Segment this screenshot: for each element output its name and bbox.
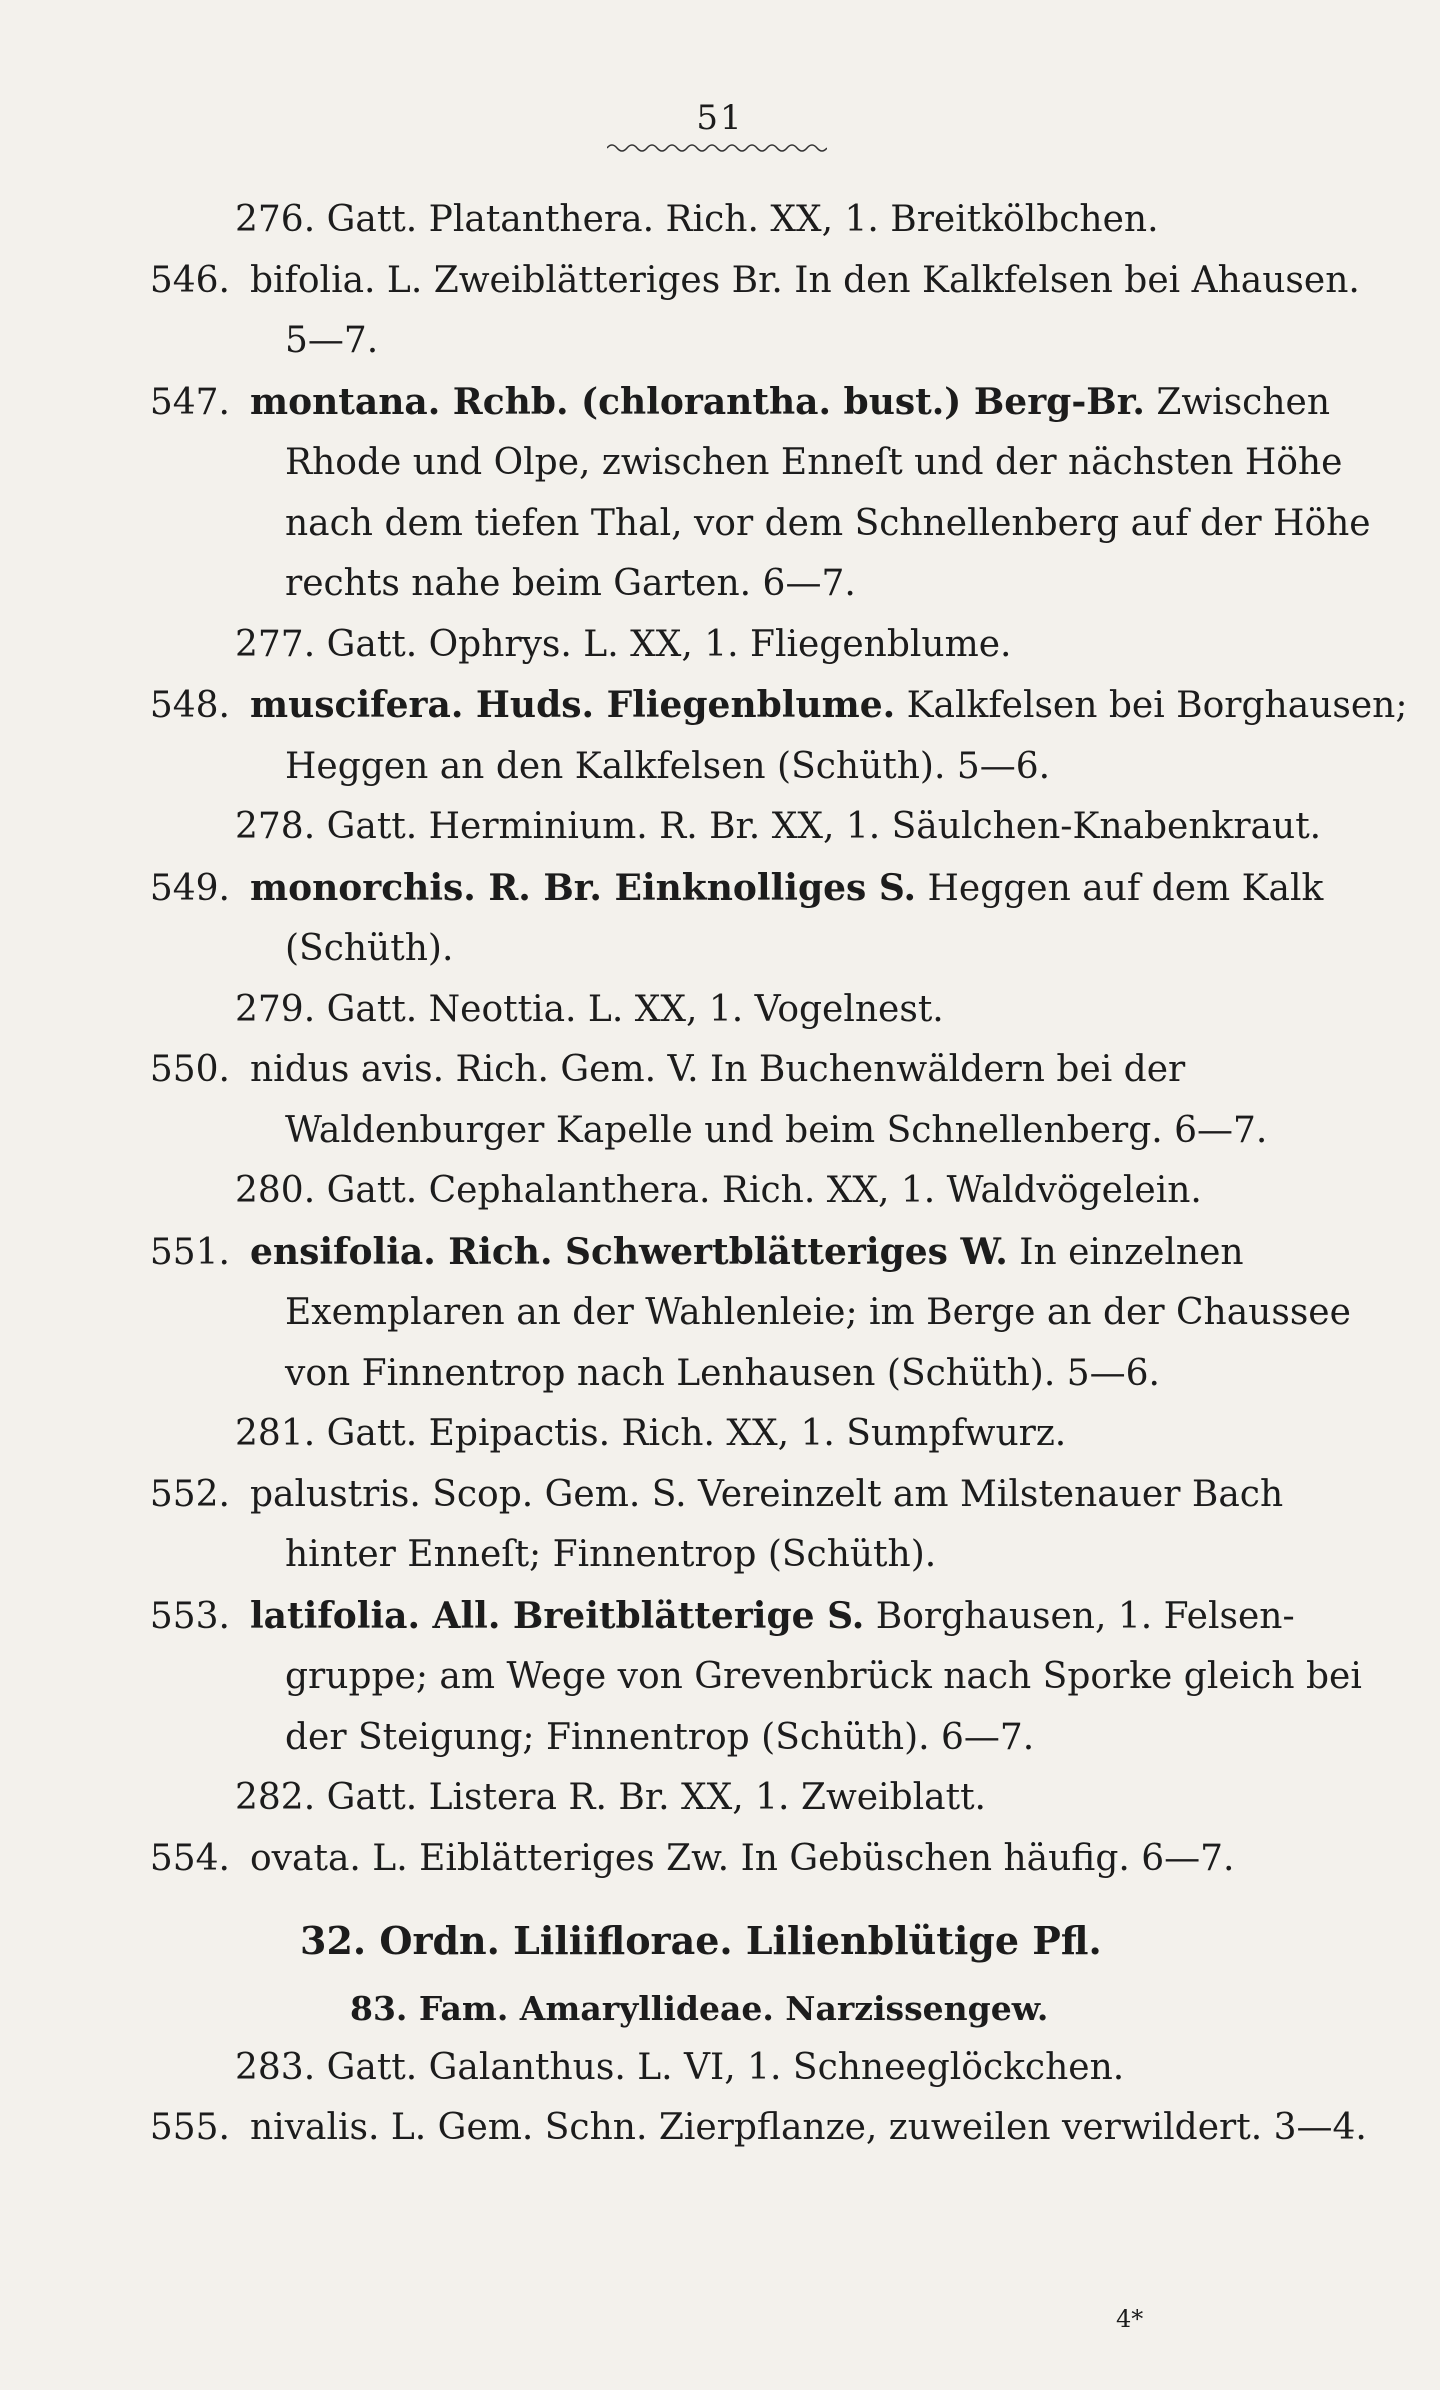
line-text: von Finnentrop nach Lenhausen (Schüth). 5—6.	[285, 1352, 1160, 1394]
species-number: 549.	[149, 867, 230, 909]
genus-line	[120, 1404, 1315, 1465]
species-line	[120, 1222, 1315, 1284]
line-text: 282. Gatt. Listera R. Br. XX, 1. Zweiblatt.	[235, 1777, 986, 1818]
species-name: monorchis. R. Br. Einknolliges S.	[250, 866, 917, 909]
line-text: 32. Ordn. Liliiflorae. Lilienblütige Pfl.	[300, 1918, 1102, 1963]
species-line	[120, 1829, 1315, 1890]
line-text: 276. Gatt. Platanthera. Rich. XX, 1. Breitkölbchen.	[235, 199, 1159, 240]
species-line	[120, 1586, 1315, 1648]
species-number: 548.	[149, 685, 230, 726]
cont-line	[120, 1708, 1315, 1769]
line-text: bifolia. L. Zweiblätteriges Br. In den Kalkfelsen bei Ahausen.	[250, 259, 1360, 301]
species-name: latifolia. All. Breitblätterige S.	[250, 1594, 865, 1637]
line-text: rechts nahe beim Garten. 6—7.	[285, 563, 856, 604]
fam-line	[120, 1980, 1315, 2038]
cont-line	[120, 1525, 1315, 1586]
line-text: 280. Gatt. Cephalanthera. Rich. XX, 1. Waldvögelein.	[235, 1170, 1202, 1211]
line-text: nidus avis. Rich. Gem. V. In Buchenwäldern bei der	[250, 1049, 1186, 1090]
line-text: nivalis. L. Gem. Schn. Zierpflanze, zuweilen verwildert. 3—4.	[250, 2107, 1367, 2148]
genus-line	[120, 1161, 1315, 1222]
line-text: 5—7.	[285, 320, 379, 361]
species-number: 547.	[149, 381, 230, 423]
line-text: hinter Enneſt; Finnentrop (Schüth).	[285, 1534, 937, 1575]
line-text: palustris. Scop. Gem. S. Vereinzelt am Milstenauer Bach	[250, 1473, 1284, 1515]
line-text: ovata. L. Eiblätteriges Zw. In Gebüschen häufig. 6—7.	[250, 1837, 1235, 1879]
line-text: Heggen an den Kalkfelsen (Schüth). 5—6.	[285, 745, 1051, 787]
cont-line	[120, 554, 1315, 615]
genus-line	[120, 797, 1322, 858]
species-line	[120, 858, 1324, 920]
species-line	[120, 372, 1331, 434]
line-text: Waldenburger Kapelle und beim Schnellenberg. 6—7.	[285, 1109, 1268, 1151]
species-line	[120, 251, 1360, 312]
line-text: In einzelnen	[1007, 1231, 1244, 1273]
line-text: 83. Fam. Amaryllideae. Narzissengew.	[350, 1988, 1049, 2028]
species-line	[120, 1465, 1315, 1526]
cont-line	[120, 737, 1315, 798]
line-text: Kalkfelsen bei Borghausen;	[895, 685, 1408, 726]
line-text: Heggen auf dem Kalk	[916, 867, 1324, 909]
species-number: 553.	[149, 1595, 230, 1637]
cont-line	[120, 1344, 1315, 1405]
species-line	[120, 675, 1408, 737]
line-text: Borghausen, 1. Felsen-	[864, 1595, 1295, 1637]
species-number: 552.	[149, 1473, 230, 1515]
genus-line	[120, 980, 1315, 1041]
signature-mark: 4*	[1116, 2305, 1144, 2333]
species-name: muscifera. Huds. Fliegenblume.	[250, 684, 896, 726]
line-text: 278. Gatt. Herminium. R. Br. XX, 1. Säulchen-Knabenkraut.	[235, 806, 1322, 847]
line-text: Rhode und Olpe, zwischen Enneſt und der nächsten Höhe	[285, 442, 1343, 483]
cont-line	[120, 494, 1371, 555]
species-name: ensifolia. Rich. Schwertblätteriges W.	[250, 1230, 1008, 1273]
line-text: (Schüth).	[285, 928, 454, 969]
line-text: gruppe; am Wege von Grevenbrück nach Sporke gleich bei	[285, 1656, 1362, 1697]
species-line	[120, 2098, 1367, 2159]
species-number: 551.	[149, 1231, 230, 1273]
cont-line	[120, 311, 1315, 372]
genus-line	[120, 615, 1315, 676]
line-text: Zwischen	[1144, 381, 1331, 423]
text-body	[120, 190, 1408, 2159]
species-line	[120, 1040, 1315, 1101]
line-text: nach dem tiefen Thal, vor dem Schnellenberg auf der Höhe	[285, 502, 1371, 544]
cont-line	[120, 1647, 1362, 1708]
cont-line	[120, 919, 1315, 980]
genus-line	[120, 1768, 1315, 1829]
species-number: 546.	[149, 259, 230, 301]
cont-line	[120, 1283, 1351, 1344]
page-number: 51	[696, 98, 744, 138]
genus-line	[120, 190, 1315, 251]
species-name: montana. Rchb. (chlorantha. bust.) Berg-Br.	[250, 380, 1145, 423]
species-number: 554.	[149, 1837, 230, 1879]
genus-line	[120, 2038, 1315, 2099]
cont-line	[120, 433, 1343, 494]
line-text: Exemplaren an der Wahlenleie; im Berge an der Chaussee	[285, 1292, 1351, 1333]
line-text: 281. Gatt. Epipactis. Rich. XX, 1. Sumpfwurz.	[235, 1413, 1067, 1454]
line-text: 277. Gatt. Ophrys. L. XX, 1. Fliegenblume.	[235, 623, 1012, 665]
ornamental-rule	[607, 140, 827, 156]
species-number: 555.	[149, 2107, 230, 2148]
line-text: 279. Gatt. Neottia. L. XX, 1. Vogelnest.	[235, 988, 944, 1030]
line-text: der Steigung; Finnentrop (Schüth). 6—7.	[285, 1716, 1035, 1758]
cont-line	[120, 1101, 1315, 1162]
species-number: 550.	[149, 1049, 230, 1090]
line-text: 283. Gatt. Galanthus. L. VI, 1. Schneeglöckchen.	[235, 2046, 1125, 2088]
ordo-line	[120, 1911, 1315, 1972]
